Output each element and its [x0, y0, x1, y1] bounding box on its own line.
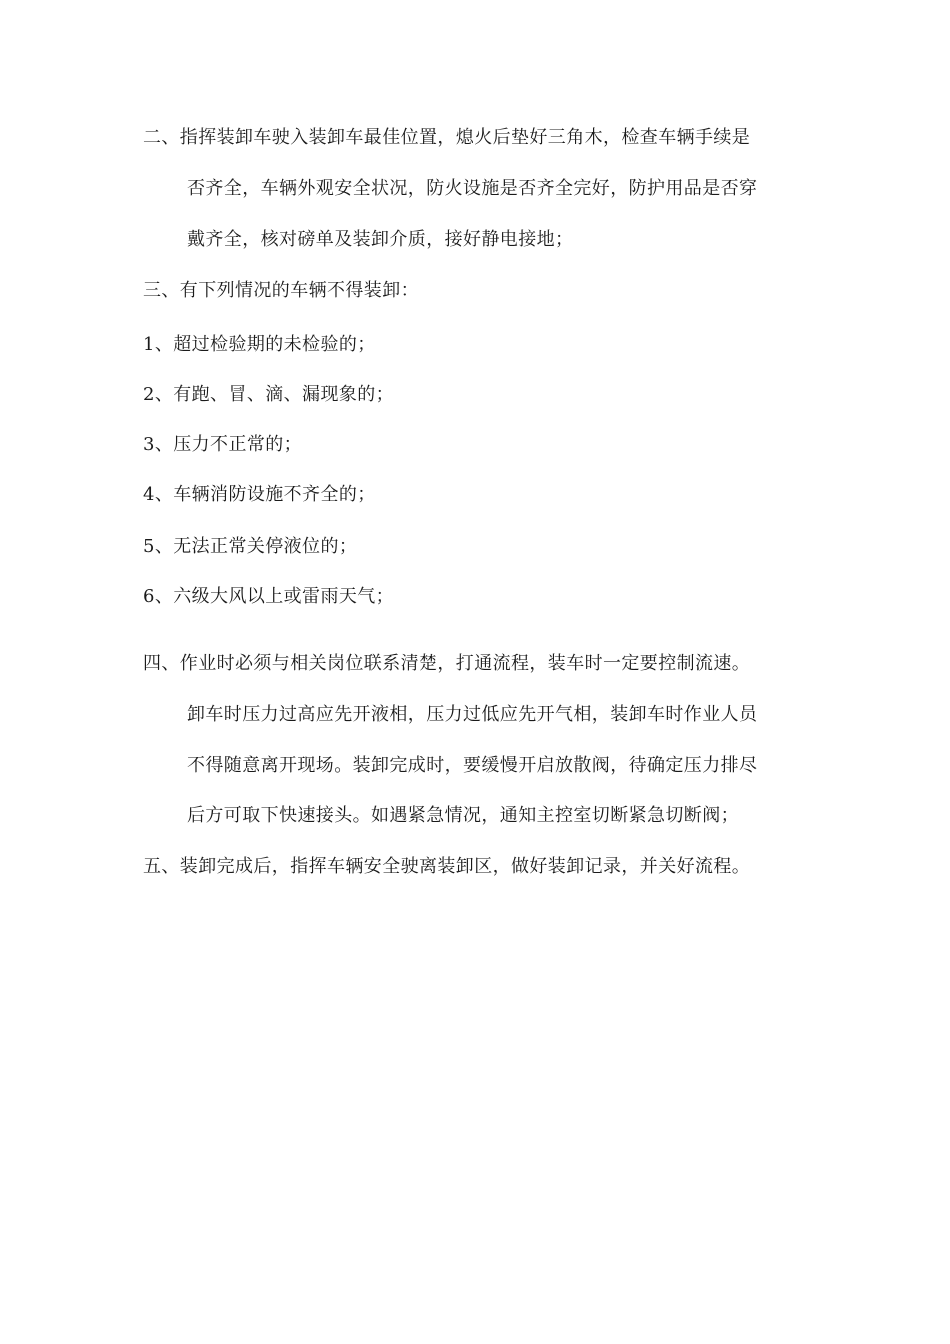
list-item-5: 5、无法正常关停液位的；	[143, 536, 358, 557]
section-3-heading: 三、有下列情况的车辆不得装卸：	[143, 280, 419, 301]
section-2-line-3: 戴齐全，核对磅单及装卸介质，接好静电接地；	[187, 229, 574, 250]
list-item-2: 2、有跑、冒、滴、漏现象的；	[143, 384, 395, 405]
section-4-line-2: 卸车时压力过高应先开液相，压力过低应先开气相，装卸车时作业人员	[187, 704, 758, 725]
list-item-1: 1、超过检验期的未检验的；	[143, 334, 376, 355]
section-2-line-1: 二、指挥装卸车驶入装卸车最佳位置，熄火后垫好三角木，检查车辆手续是	[143, 127, 751, 148]
list-item-6: 6、六级大风以上或雷雨天气；	[143, 586, 395, 607]
section-4-line-4: 后方可取下快速接头。如遇紧急情况，通知主控室切断紧急切断阀；	[187, 805, 739, 826]
list-item-3: 3、压力不正常的；	[143, 434, 303, 455]
section-4-line-1: 四、作业时必须与相关岗位联系清楚，打通流程，装车时一定要控制流速。	[143, 653, 751, 674]
section-4-line-3: 不得随意离开现场。装卸完成时，要缓慢开启放散阀，待确定压力排尽	[187, 755, 758, 776]
section-2-line-2: 否齐全，车辆外观安全状况，防火设施是否齐全完好，防护用品是否穿	[187, 178, 758, 199]
section-5-line-1: 五、装卸完成后，指挥车辆安全驶离装卸区，做好装卸记录，并关好流程。	[143, 856, 751, 877]
list-item-4: 4、车辆消防设施不齐全的；	[143, 484, 376, 505]
